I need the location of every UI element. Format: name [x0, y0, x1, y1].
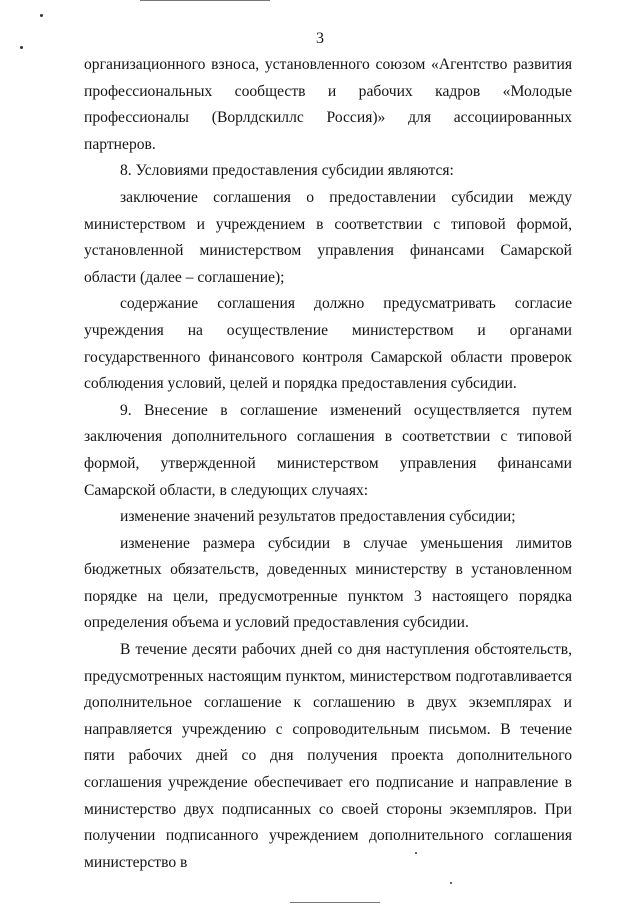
page-number: 3	[316, 30, 324, 47]
paragraph: заключение соглашения о предоставлении субсидии между министерством и учреждением в соответствии с типовой формой, установленной министерством управления финансами Самарской области (далее – соглашение);	[84, 188, 572, 286]
paragraph: изменение значений результатов предоставления субсидии;	[120, 508, 516, 526]
paragraph: 8. Условиями предоставления субсидии являются:	[120, 162, 454, 180]
paragraph: содержание соглашения должно предусматривать согласие учреждения на осуществление министерством и органами государственного финансового контроля Самарской области проверок соблюдения условий, целей и порядка предоставления субсидии.	[84, 295, 572, 393]
document-body	[84, 52, 572, 876]
scan-artifact-dot	[40, 14, 43, 17]
scan-artifact-dot	[450, 882, 452, 884]
paragraph: изменение размера субсидии в случае уменьшения лимитов бюджетных обязательств, доведенных министерству в установленном порядке на цели, предусмотренные пунктом 3 настоящего порядка определения объема и условий предоставления субсидии.	[84, 534, 572, 632]
paragraph: 9. Внесение в соглашение изменений осуществляется путем заключения дополнительного соглашения в соответствии с типовой формой, утвержденной министерством управления финансами Самарской области, в следующих случаях:	[84, 401, 572, 499]
scan-artifact-bottom-line	[290, 902, 380, 903]
paragraph: В течение десяти рабочих дней со дня наступления обстоятельств, предусмотренных настоящим пунктом, министерством подготавливается дополнительное соглашение к соглашению в двух экземплярах и направляется учреждению с сопроводительным письмом. В течение пяти рабочих дней со дня получения проекта дополнительного соглашения учреждение обеспечивает его подписание и направление в министерство двух подписанных со своей стороны экземпляров. При получении подписанного учреждением дополнительного соглашения министерство в	[84, 641, 572, 871]
scan-artifact-top-line	[140, 0, 270, 1]
paragraph: организационного взноса, установленного союзом «Агентство развития профессиональных сообществ и рабочих кадров «Молодые профессионалы (Ворлдскиллс Россия)» для ассоциированных партнеров.	[84, 56, 572, 153]
